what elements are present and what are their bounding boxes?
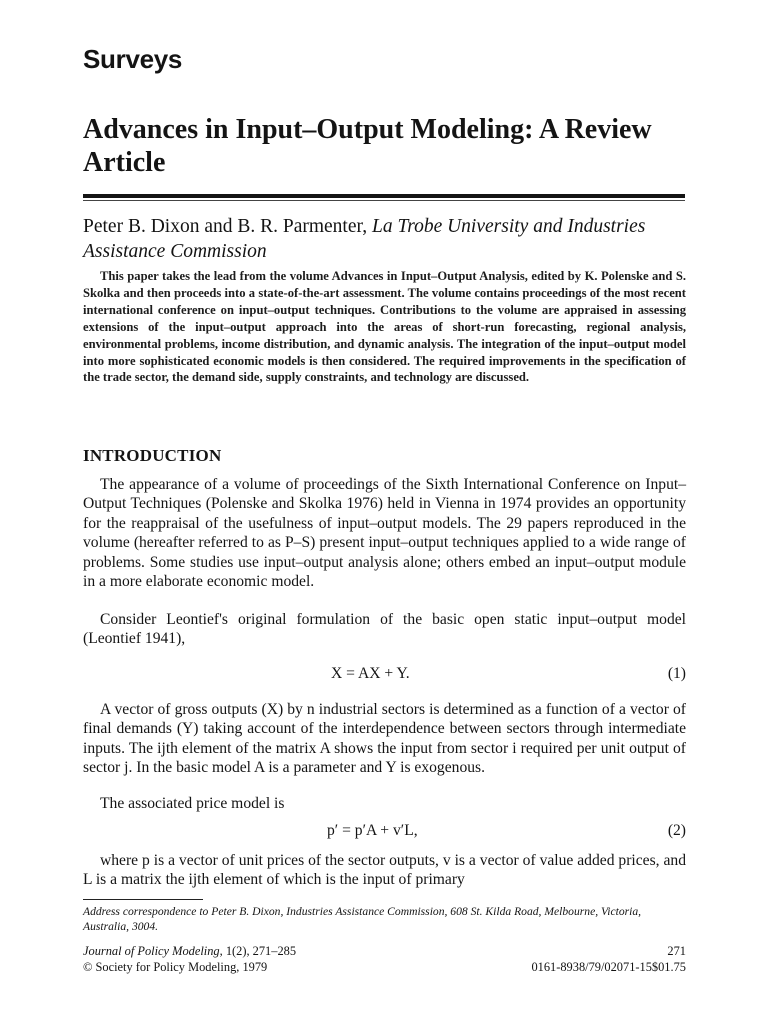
issn-code: 0161-8938/79/02071-15$01.75 [531, 959, 686, 974]
author-block [83, 214, 685, 264]
page-info [531, 944, 686, 975]
footnote-rule [83, 899, 203, 900]
correspondence-footnote: Address correspondence to Peter B. Dixon, Industries Assistance Commission, 608 St. Kilda Road, Melbourne, Victoria, Australia, 3004. [83, 905, 642, 933]
journal-name: Journal of Policy Modeling [83, 944, 220, 958]
body-paragraph-3: A vector of gross outputs (X) by n industrial sectors is determined as a function of a vector of final demands (Y) taking account of the interdependence between sectors through intermediate inputs. The ijth element of the matrix A shows the input from sector i required per unit output of sector j. In the basic model A is a parameter and Y is exogenous. [83, 701, 686, 777]
equation-2 [83, 822, 686, 842]
body-paragraph-4: The associated price model is [100, 795, 285, 812]
copyright-line: © Society for Policy Modeling, 1979 [83, 959, 268, 974]
title-rule-thin [83, 200, 685, 201]
body-paragraph-5: where p is a vector of unit prices of the sector outputs, v is a vector of value added prices, and L is a matrix the ijth element of which is the input of primary [83, 852, 686, 889]
page-number: 271 [667, 944, 686, 958]
equation-2-expr: p′ = p′A + v′L, [327, 822, 418, 839]
title-rule-thick [83, 194, 685, 198]
body-paragraph-2: Consider Leontief's original formulation of the basic open static input–output model (Leontief 1941), [83, 611, 686, 648]
author-names: Peter B. Dixon and B. R. Parmenter, [83, 216, 368, 237]
author-affiliation: La Trobe University and Industries Assistance Commission [83, 216, 646, 262]
section-heading-introduction: INTRODUCTION [83, 446, 222, 465]
section-label: Surveys [83, 44, 183, 74]
equation-1 [83, 665, 686, 685]
journal-info: Journal of Policy Modeling, 1(2), 271–285 © Society for Policy Modeling, 1979 [83, 944, 297, 974]
body-paragraph-1: The appearance of a volume of proceedings of the Sixth International Conference on Input–Output Techniques (Polenske and Skolka 1976) held in Vienna in 1974 provides an opportunity for the reappraisal of the usefulness of input–output models. The 29 papers reproduced in the volume (hereafter referred to as P–S) present input–output techniques applied to a wide range of problems. Some studies use input–output analysis alone; others embed an input–output module in a more elaborate economic model. [83, 476, 686, 591]
article-title: Advances in Input–Output Modeling: A Review Article [83, 114, 652, 178]
equation-2-number: (2) [667, 822, 686, 839]
equation-1-expr: X = AX + Y. [331, 665, 410, 682]
abstract: This paper takes the lead from the volume Advances in Input–Output Analysis, edited by K. Polenske and S. Skolka and then proceeds into a state-of-the-art assessment. The volume contains proceedings of the most recent international conference on input–output techniques. Contributions to the volume are appraised in assessing extensions of the input–output approach into the areas of short-run forecasting, regional analysis, environmental problems, income distribution, and dynamic analysis. The integration of the input–output model into more sophisticated economic models is then considered. The required improvements in the specification of the trade sector, the demand side, supply constraints, and technology are discussed. [83, 269, 686, 385]
equation-1-number: (1) [667, 665, 686, 682]
journal-citation: 1(2), 271–285 [225, 944, 297, 958]
